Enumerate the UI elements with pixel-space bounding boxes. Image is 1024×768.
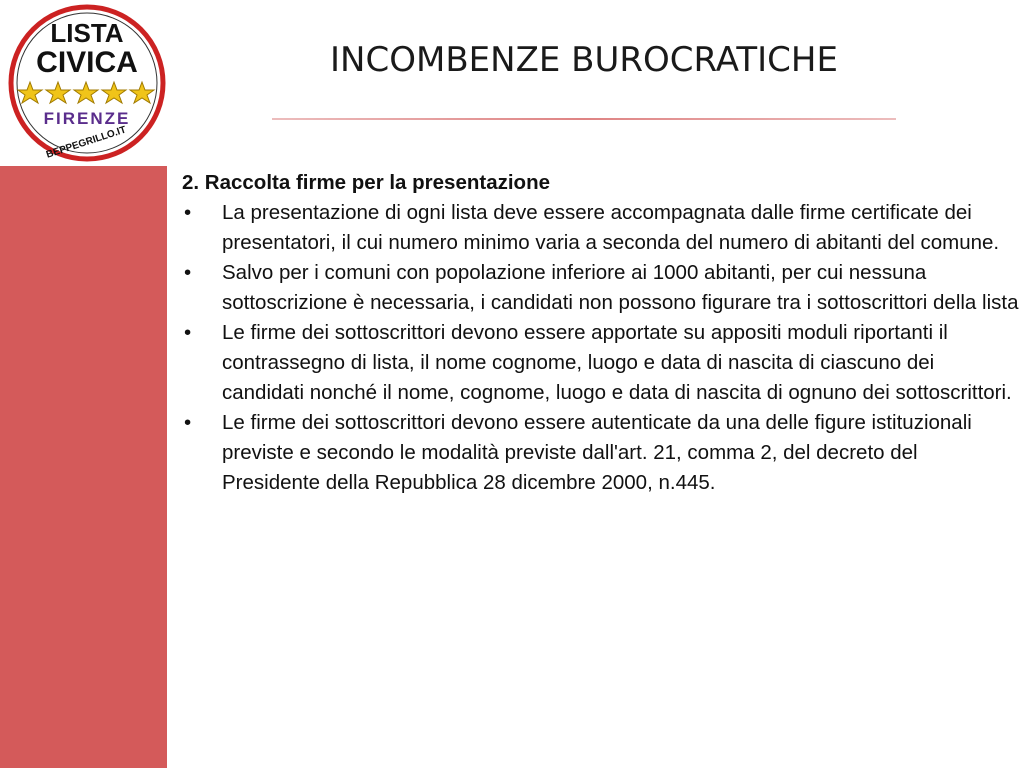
bullet-icon: • — [184, 411, 192, 434]
list-item — [182, 258, 1020, 318]
slide-body — [182, 168, 1020, 498]
left-accent-bar — [0, 166, 167, 768]
logo-badge-icon — [4, 4, 170, 162]
section-heading: 2. Raccolta firme per la presentazione — [182, 171, 550, 194]
list-item-text: Salvo per i comuni con popolazione inferiore ai 1000 abitanti, per cui nessuna sottoscrizione è necessaria, i candidati non possono figurare tra i sottoscrittori della lista — [222, 261, 1019, 314]
bullet-icon: • — [184, 261, 192, 284]
logo-site: BEPPEGRILLO.IT — [44, 124, 128, 161]
bullet-icon: • — [184, 321, 192, 344]
bullet-icon: • — [184, 201, 192, 224]
lista-civica-logo — [4, 4, 170, 162]
list-item-text: La presentazione di ogni lista deve essere accompagnata dalle firme certificate dei presentatori, il cui numero minimo varia a seconda del numero di abitanti del comune. — [222, 201, 1000, 254]
list-item-text: Le firme dei sottoscrittori devono essere apportate su appositi moduli riportanti il contrassegno di lista, il nome cognome, luogo e data di nascita di ciascuno dei candidati nonché il nome, cognome, luogo e data di nascita di ognuno dei sottoscrittori. — [222, 321, 1012, 404]
logo-line2: CIVICA — [36, 46, 138, 79]
bullet-list — [182, 198, 1020, 498]
list-item — [182, 318, 1020, 408]
slide-title: INCOMBENZE BUROCRATICHE — [330, 40, 838, 80]
title-divider — [272, 118, 896, 120]
logo-city: FIRENZE — [43, 109, 131, 128]
list-item-text: Le firme dei sottoscrittori devono essere autenticate da una delle figure istituzionali previste e secondo le modalità previste dall'art. 21, comma 2, del decreto del Presidente della Repubblica 28 dicembre 2000, n.445. — [222, 411, 972, 494]
logo-line1: LISTA — [50, 18, 124, 48]
list-item — [182, 198, 1020, 258]
list-item — [182, 408, 1020, 498]
